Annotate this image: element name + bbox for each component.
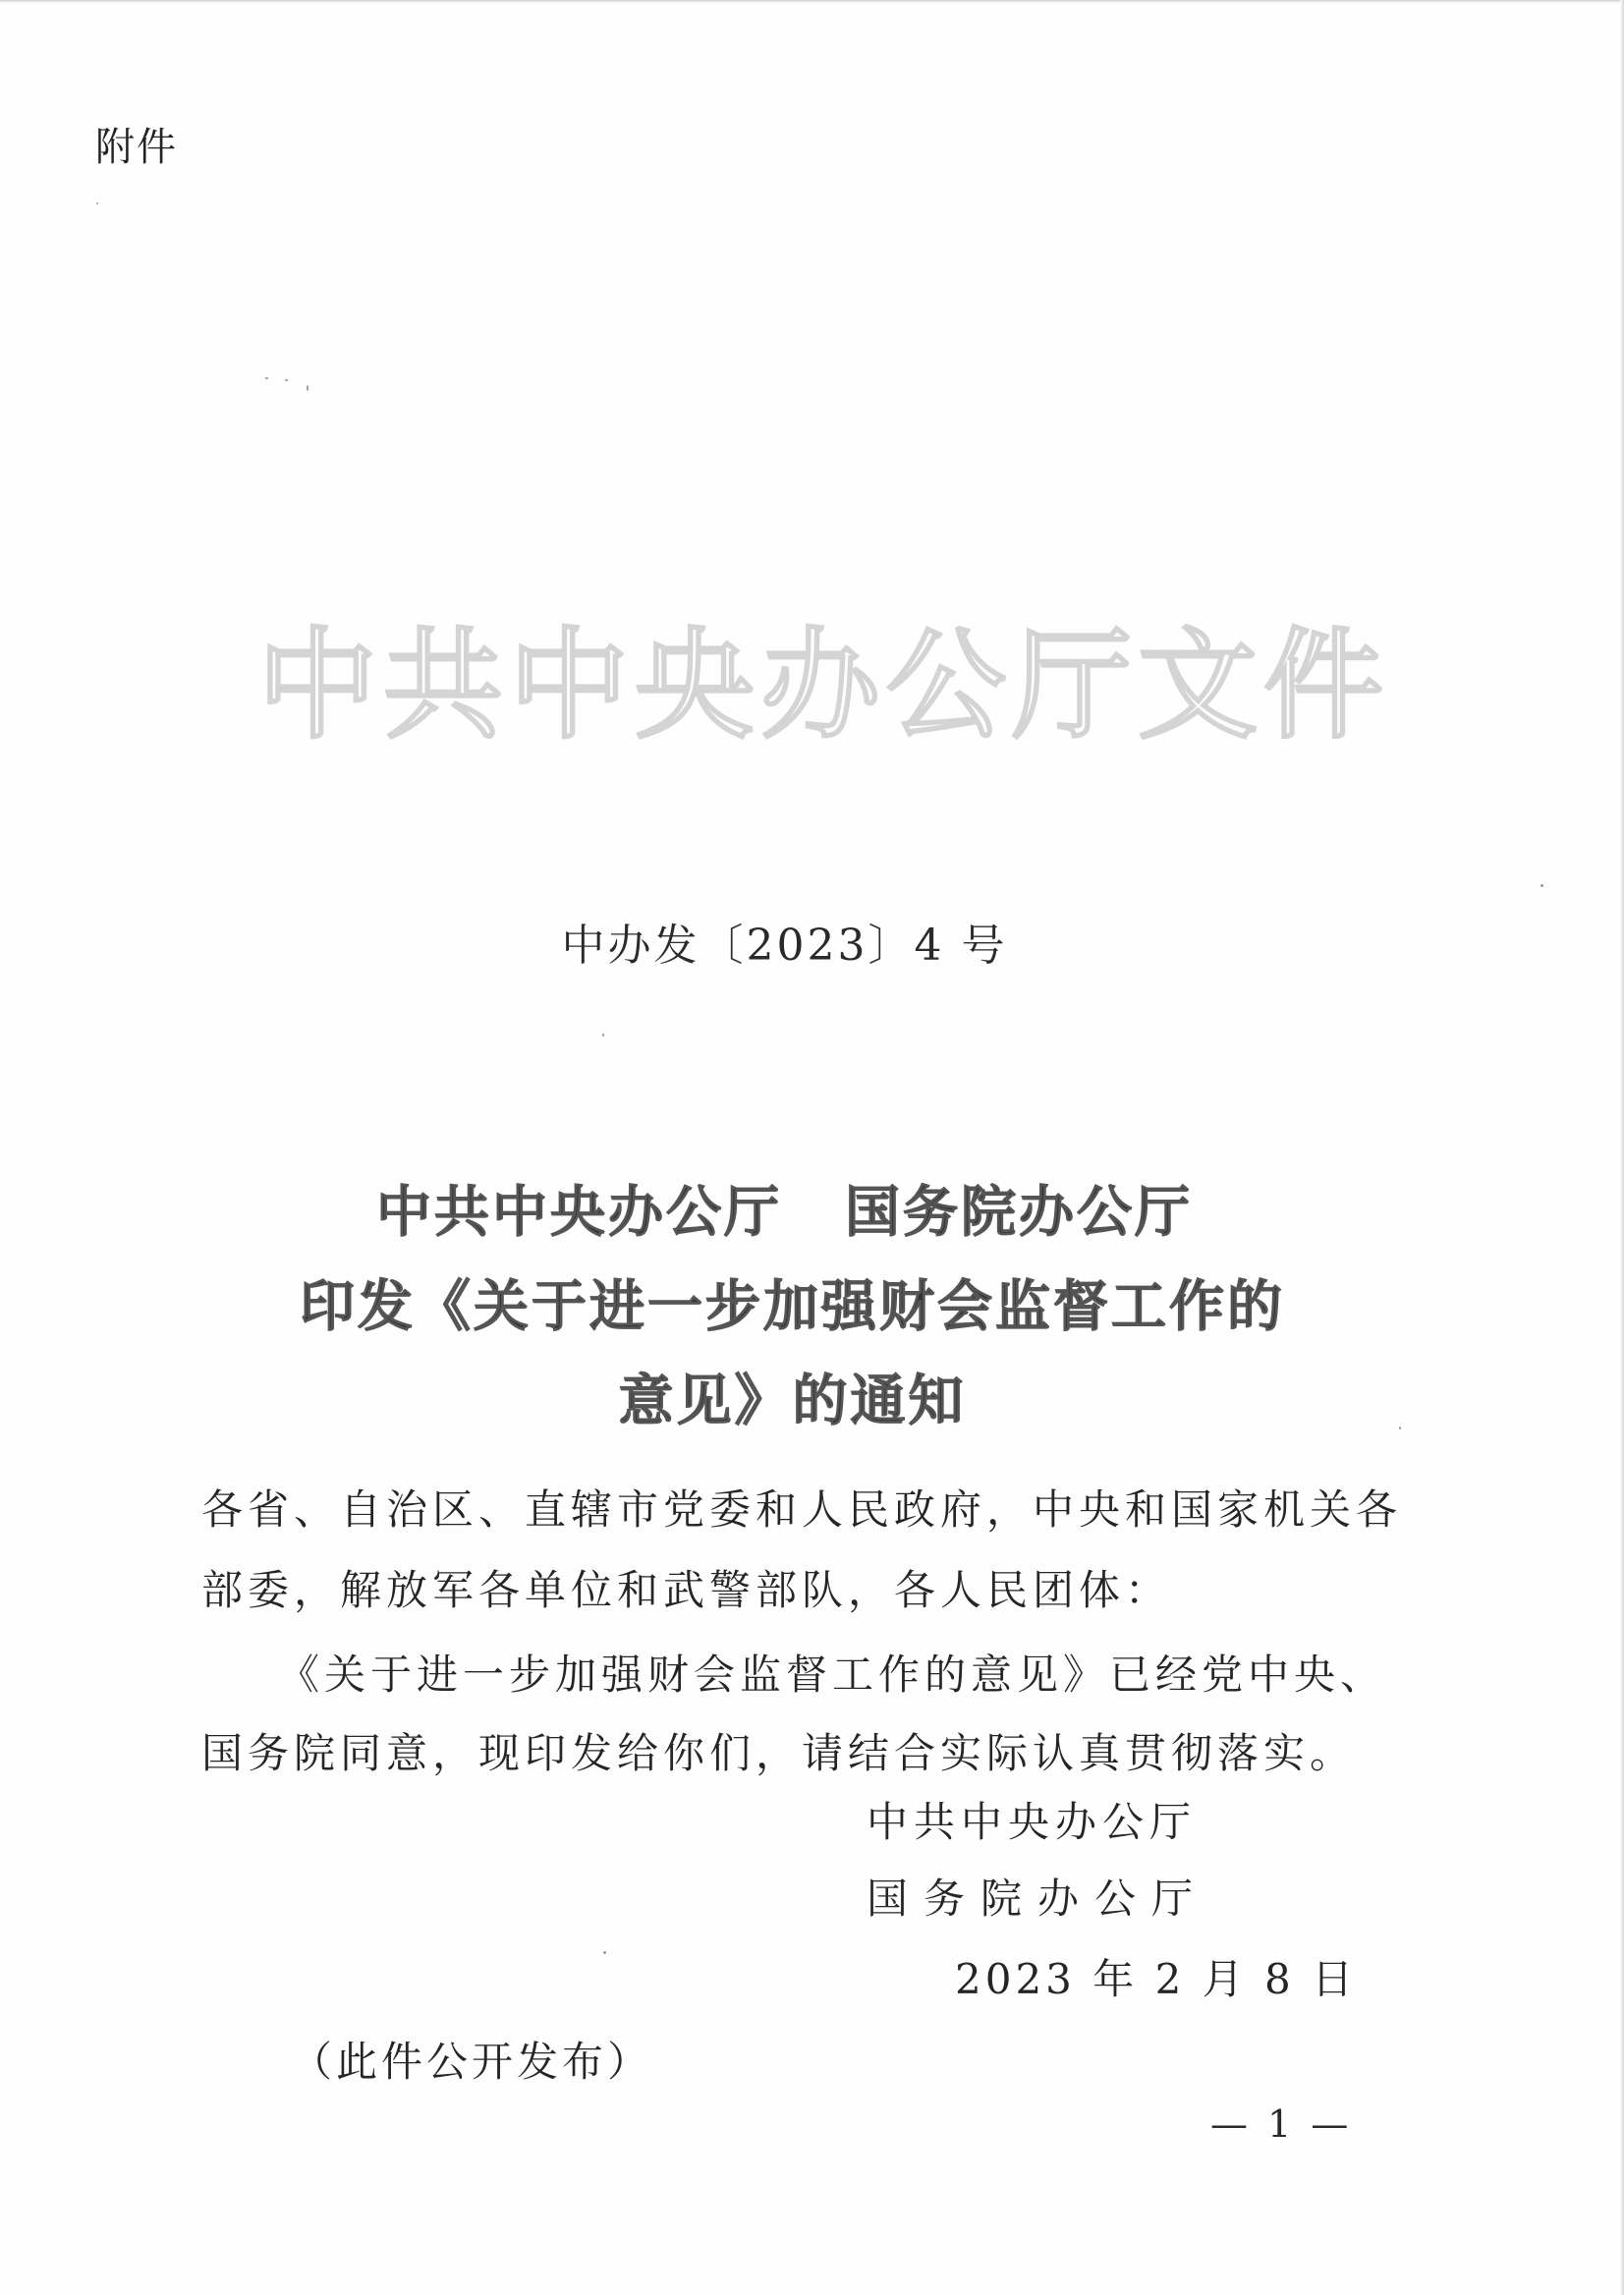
scan-speck <box>265 377 268 379</box>
title-line-2-text: 印发《关于进一步加强财会监督工作的 <box>300 1274 1285 1339</box>
signature-issuer-2: 国务院办公厅 <box>867 1875 1209 1923</box>
page-number: — 1 — <box>1210 2102 1353 2146</box>
title-issuer-1: 中共中央办公厅 <box>376 1180 782 1245</box>
signature-issuer-1: 中共中央办公厅 <box>867 1798 1198 1846</box>
title-issuer-2: 国务院办公厅 <box>845 1180 1193 1245</box>
content-line-1: 《关于进一步加强财会监督工作的意见》已经党中央、 <box>278 1651 1387 1699</box>
addressee-line-1: 各省、自治区、直辖市党委和人民政府，中央和国家机关各 <box>201 1485 1403 1534</box>
title-line-3-text: 意见》的通知 <box>618 1369 967 1433</box>
signature-date: 2023 年 2 月 8 日 <box>955 1955 1358 2003</box>
content-line-2: 国务院同意，现印发给你们，请结合实际认真贯彻落实。 <box>201 1729 1357 1777</box>
document-number <box>0 910 1624 973</box>
scan-speck <box>1540 884 1543 887</box>
scan-speck <box>1399 1427 1401 1429</box>
scan-edge-top <box>0 0 1624 3</box>
scan-speck <box>285 379 288 381</box>
scan-speck <box>603 1951 606 1954</box>
addressee-line-2: 部委，解放军各单位和武警部队，各人民团体： <box>201 1566 1172 1614</box>
scan-edge-right <box>1620 0 1624 2295</box>
title-line-1 <box>0 1169 1624 1248</box>
title-line-2 <box>0 1263 1624 1342</box>
scan-speck <box>307 385 308 391</box>
scan-speck <box>602 1034 604 1036</box>
title-line-3 <box>0 1358 1624 1436</box>
scan-speck <box>96 202 98 204</box>
masthead: 中共中央办公厅文件 <box>257 614 1389 756</box>
document-number-text: 中办发〔2023〕4 号 <box>561 921 1008 971</box>
attachment-label: 附件 <box>95 125 178 170</box>
public-release-note: （此件公开发布） <box>291 2038 653 2086</box>
title-line-1-content <box>376 1180 1193 1245</box>
